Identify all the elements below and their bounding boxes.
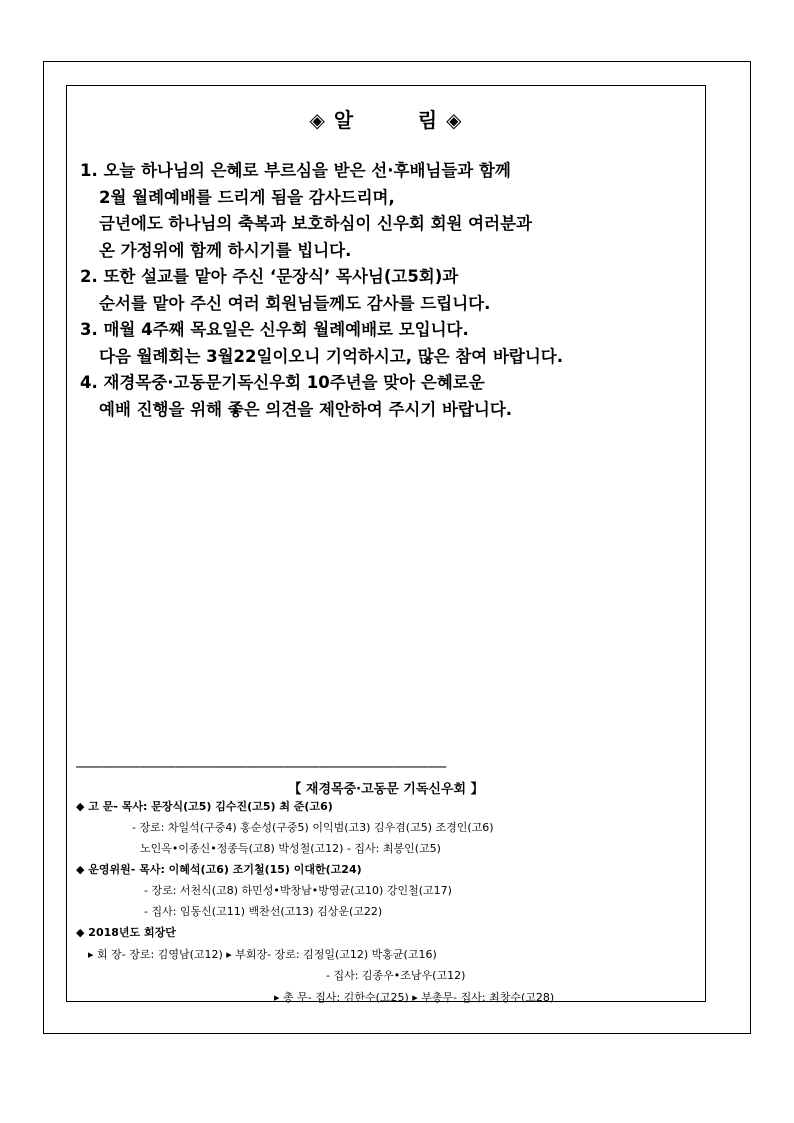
notice-line: 2. 또한 설교를 맡아 주신 ‘문장식’ 목사님(고5회)과 [80,267,459,286]
notice-line: 다음 월례회는 3월22일이오니 기억하시고, 많은 참여 바랍니다. [99,346,563,366]
notice-item-2 [80,264,700,317]
notice-line: 3. 매월 4주째 목요일은 신우회 월례예배로 모입니다. [80,320,469,339]
notice-line: 2월 월례예배를 드리게 됨을 감사드리며, [99,187,395,207]
notice-line: 4. 재경목중·고동문기독신우회 10주년을 맞아 은혜로운 [80,373,485,392]
notice-line: 금년에도 하나님의 축복과 보호하심이 신우회 회원 여러분과 [99,214,532,233]
notice-item-1 [80,158,700,264]
advisors-elders: - 장로: 차일석(구중4) 홍순성(구중5) 이익범(고3) 김우겸(고5) 조경인(고6) [132,821,494,834]
notice-line: 순서를 맡아 주신 여러 회원님들께도 감사를 드립니다. [99,293,491,313]
dashed-divider: ————————————————————————————————————————— [76,757,447,775]
officers-secretary: ▸ 총 무- 집사: 김한수(고25) ▸ 부총무- 집사: 최창수(고28) [274,991,555,1004]
committee-deacons: - 집사: 임동신(고11) 백찬선(고13) 김상운(고22) [144,905,383,918]
notice-title: ◈ 알 림 ◈ [309,108,463,132]
advisors-heading: ◆ 고 문- 목사: 문장식(고5) 김수진(고5) 최 준(고6) [76,800,333,813]
organization-title: 【 재경목중·고동문 기독신우회 】 [288,782,484,797]
committee-heading: ◆ 운영위원- 목사: 이혜석(고6) 조기철(15) 이대한(고24) [76,863,362,876]
officers-vice-deacons: - 집사: 김종우•조남우(고12) [326,969,466,982]
notice-line: 1. 오늘 하나님의 은혜로 부르심을 받은 선·후배님들과 함께 [80,161,511,180]
committee-elders: - 장로: 서천식(고8) 하민성•박창남•방영균(고10) 강인철(고17) [144,884,452,897]
officers-heading: ◆ 2018년도 회장단 [76,926,176,939]
notice-line: 온 가정위에 함께 하시기를 빕니다. [99,240,352,260]
notice-line: 예배 진행을 위해 좋은 의견을 제안하여 주시기 바랍니다. [99,399,513,419]
advisors-deacons: 노인옥•이종신•정종득(고8) 박성철(고12) - 집사: 최봉인(고5) [140,842,441,855]
notice-list [80,158,700,423]
officers-president: ▸ 회 장- 장로: 김영남(고12) ▸ 부회장- 장로: 김정일(고12) 박홍균(고16) [88,948,437,961]
notice-item-4 [80,370,700,423]
notice-item-3 [80,317,700,370]
